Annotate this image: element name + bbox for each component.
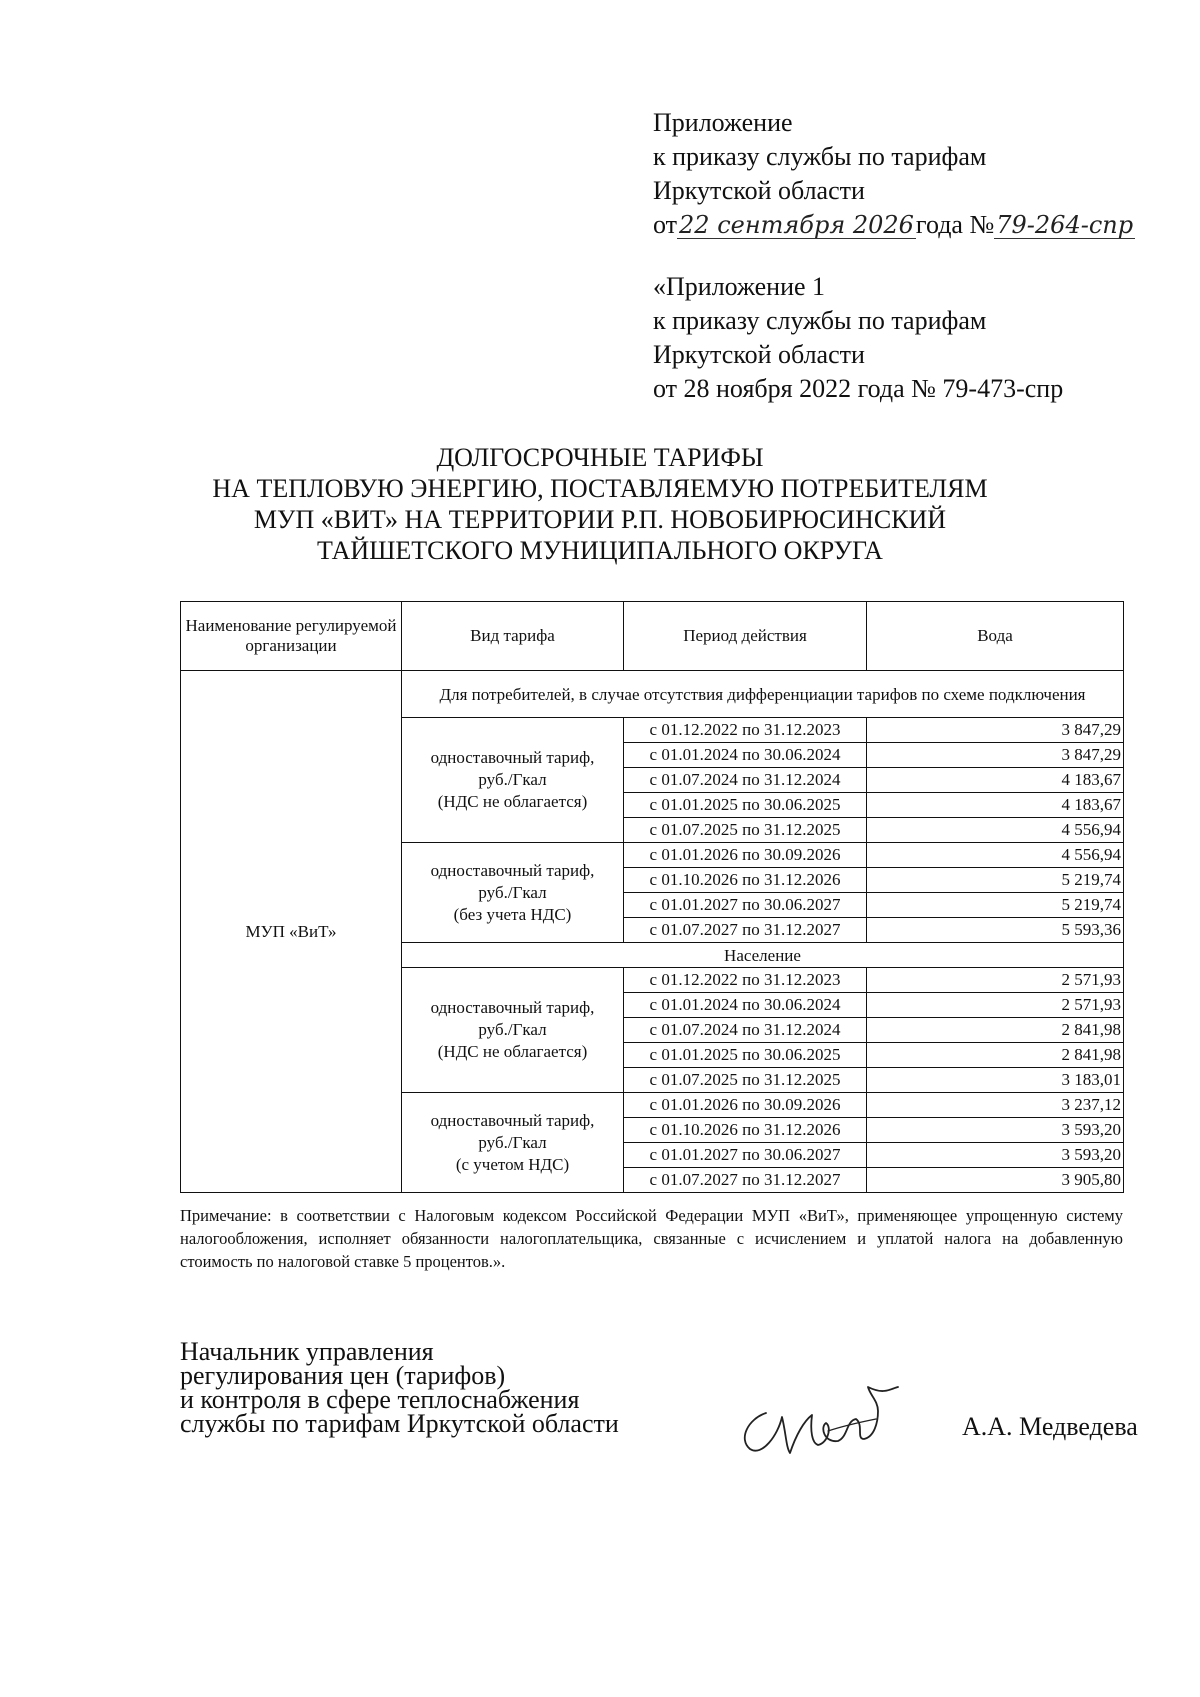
- water-tariff-value: 3 183,01: [867, 1068, 1124, 1093]
- signatory-position: [180, 1337, 619, 1438]
- section-title: Для потребителей, в случае отсутствия дифференциации тарифов по схеме подключения: [402, 671, 1124, 718]
- appendix-date-line: [653, 208, 1135, 242]
- table-note: Примечание: в соответствии с Налоговым кодексом Российской Федерации МУП «ВиТ», применяющее упрощенную систему налогообложения, исполняет обязанности налогоплательщика, связанные с исчислением и уплатой налога на добавленную стоимость по налоговой ставке 5 процентов.».: [180, 1206, 1123, 1271]
- water-tariff-value: 3 847,29: [867, 718, 1124, 743]
- water-tariff-value: 3 237,12: [867, 1093, 1124, 1118]
- appendix-order-ref: к приказу службы по тарифам: [653, 142, 987, 171]
- period-cell: с 01.01.2026 по 30.09.2026: [624, 1093, 867, 1118]
- period-cell: с 01.10.2026 по 31.12.2026: [624, 1118, 867, 1143]
- period-cell: с 01.01.2024 по 30.06.2024: [624, 743, 867, 768]
- period-cell: с 01.01.2026 по 30.09.2026: [624, 843, 867, 868]
- appendix-region: Иркутской области: [653, 176, 865, 205]
- organization-name: МУП «ВиТ»: [181, 671, 402, 1193]
- header-type: Вид тарифа: [402, 602, 624, 671]
- appendix-1-order-ref: к приказу службы по тарифам: [653, 306, 987, 335]
- section-title: Население: [402, 943, 1124, 968]
- period-cell: с 01.01.2024 по 30.06.2024: [624, 993, 867, 1018]
- appendix-1-label: «Приложение 1: [653, 272, 826, 301]
- position-line: регулирования цен (тарифов): [180, 1361, 506, 1390]
- period-cell: с 01.10.2026 по 31.12.2026: [624, 868, 867, 893]
- water-tariff-value: 4 556,94: [867, 818, 1124, 843]
- period-cell: с 01.07.2027 по 31.12.2027: [624, 1168, 867, 1193]
- header-water: Вода: [867, 602, 1124, 671]
- handwritten-number: 79-264-спр: [996, 211, 1134, 239]
- period-cell: с 01.01.2027 по 30.06.2027: [624, 893, 867, 918]
- water-tariff-value: 5 593,36: [867, 918, 1124, 943]
- period-cell: с 01.01.2027 по 30.06.2027: [624, 1143, 867, 1168]
- from-prefix: от: [653, 210, 678, 239]
- tariff-type: [402, 968, 624, 1093]
- tariff-table: [180, 601, 1124, 1193]
- tariff-type-line: руб./Гкал: [478, 882, 547, 902]
- water-tariff-value: 2 841,98: [867, 1043, 1124, 1068]
- water-tariff-value: 5 219,74: [867, 868, 1124, 893]
- tariff-type-line: (с учетом НДС): [455, 1154, 570, 1174]
- tariff-type-line: (без учета НДС): [453, 904, 572, 924]
- handwritten-signature: [728, 1373, 908, 1465]
- period-cell: с 01.07.2027 по 31.12.2027: [624, 918, 867, 943]
- header-org: Наименование регулируемой организации: [181, 602, 402, 671]
- header-period: Период действия: [624, 602, 867, 671]
- water-tariff-value: 2 841,98: [867, 1018, 1124, 1043]
- position-line: службы по тарифам Иркутской области: [180, 1409, 619, 1438]
- tariff-type-line: одноставочный тариф,: [430, 860, 595, 880]
- tariff-type: [402, 843, 624, 943]
- title-line: МУП «ВИТ» НА ТЕРРИТОРИИ Р.П. НОВОБИРЮСИНСКИЙ: [253, 505, 947, 534]
- document-title: [160, 442, 1040, 566]
- period-cell: с 01.07.2025 по 31.12.2025: [624, 1068, 867, 1093]
- position-line: и контроля в сфере теплоснабжения: [180, 1385, 580, 1414]
- appendix-1-header: [653, 270, 1063, 406]
- table-body: [181, 671, 1124, 1193]
- year-suffix: года №: [915, 210, 995, 239]
- tariff-type-line: одноставочный тариф,: [430, 998, 595, 1017]
- appendix-header: [653, 106, 1135, 242]
- tariff-type-line: руб./Гкал: [478, 770, 547, 789]
- period-cell: с 01.07.2024 по 31.12.2024: [624, 1018, 867, 1043]
- tariff-type-line: руб./Гкал: [478, 1132, 547, 1152]
- tariff-type-line: руб./Гкал: [478, 1020, 547, 1039]
- position-line: Начальник управления: [180, 1337, 434, 1366]
- appendix-1-date: от 28 ноября 2022 года № 79-473-спр: [653, 374, 1064, 403]
- title-line: НА ТЕПЛОВУЮ ЭНЕРГИЮ, ПОСТАВЛЯЕМУЮ ПОТРЕБИТЕЛЯМ: [212, 474, 988, 503]
- title-line: ДОЛГОСРОЧНЫЕ ТАРИФЫ: [436, 443, 764, 472]
- water-tariff-value: 3 905,80: [867, 1168, 1124, 1193]
- water-tariff-value: 4 183,67: [867, 793, 1124, 818]
- tariff-type: [402, 718, 624, 843]
- tariff-type-line: (НДС не облагается): [437, 792, 588, 811]
- period-cell: с 01.12.2022 по 31.12.2023: [624, 718, 867, 743]
- period-cell: с 01.12.2022 по 31.12.2023: [624, 968, 867, 993]
- title-line: ТАЙШЕТСКОГО МУНИЦИПАЛЬНОГО ОКРУГА: [317, 536, 883, 565]
- table-header-row: [181, 602, 1124, 671]
- signer-name: А.А. Медведева: [962, 1412, 1138, 1441]
- tariff-type: [402, 1093, 624, 1193]
- period-cell: с 01.01.2025 по 30.06.2025: [624, 1043, 867, 1068]
- water-tariff-value: 4 556,94: [867, 843, 1124, 868]
- water-tariff-value: 5 219,74: [867, 893, 1124, 918]
- appendix-label: Приложение: [653, 108, 793, 137]
- water-tariff-value: 2 571,93: [867, 968, 1124, 993]
- section-title-row: [181, 671, 1124, 718]
- water-tariff-value: 4 183,67: [867, 768, 1124, 793]
- tariff-type-line: одноставочный тариф,: [430, 1110, 595, 1130]
- water-tariff-value: 3 593,20: [867, 1118, 1124, 1143]
- water-tariff-value: 2 571,93: [867, 993, 1124, 1018]
- handwritten-date: 22 сентября 2026: [679, 211, 914, 239]
- tariff-type-line: (НДС не облагается): [437, 1042, 588, 1061]
- tariff-type-line: одноставочный тариф,: [430, 748, 595, 767]
- period-cell: с 01.07.2024 по 31.12.2024: [624, 768, 867, 793]
- water-tariff-value: 3 847,29: [867, 743, 1124, 768]
- period-cell: с 01.07.2025 по 31.12.2025: [624, 818, 867, 843]
- water-tariff-value: 3 593,20: [867, 1143, 1124, 1168]
- appendix-1-region: Иркутской области: [653, 340, 865, 369]
- period-cell: с 01.01.2025 по 30.06.2025: [624, 793, 867, 818]
